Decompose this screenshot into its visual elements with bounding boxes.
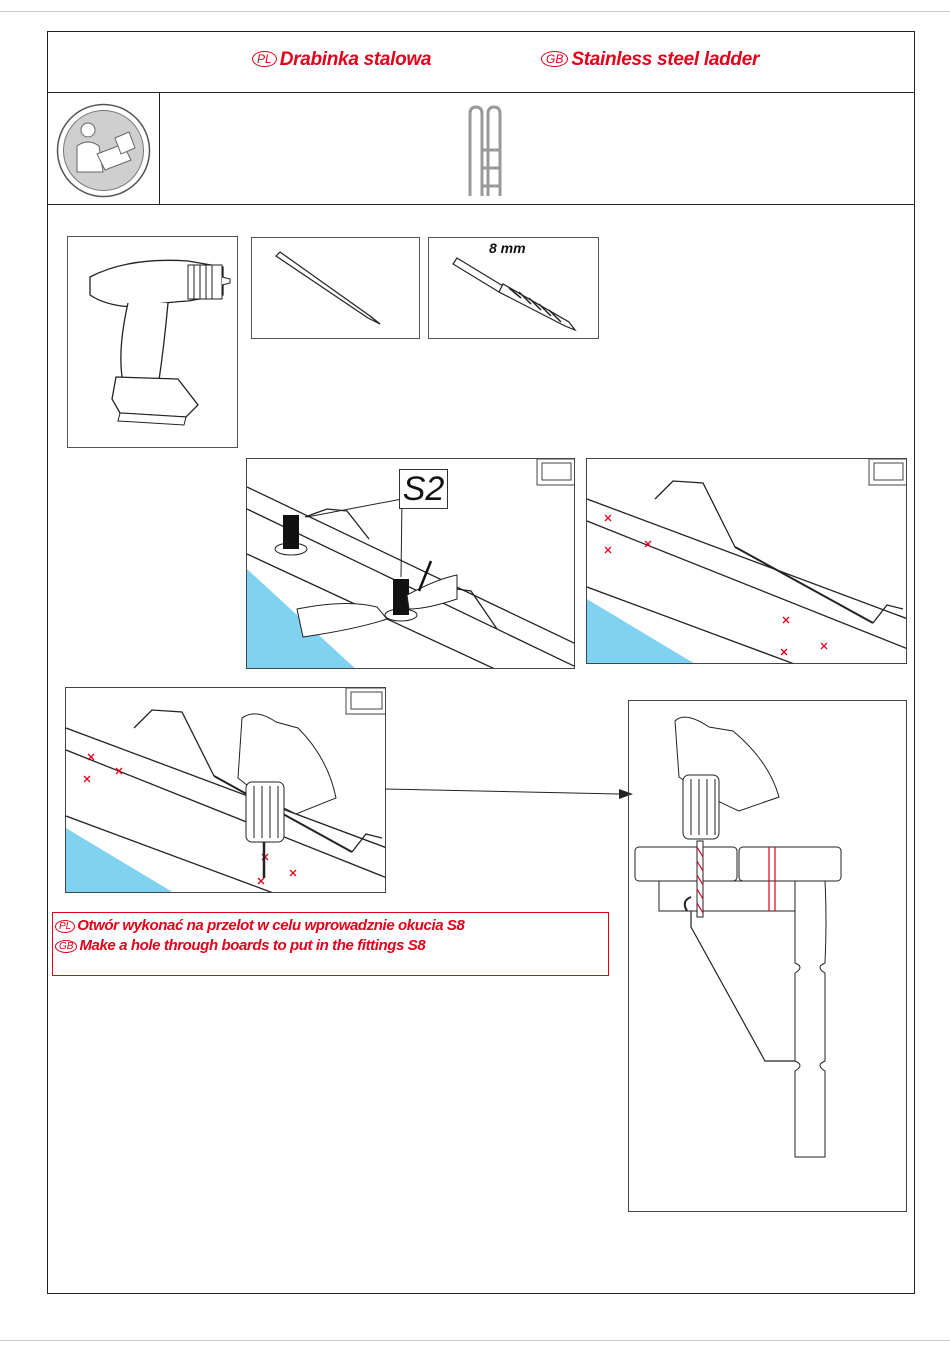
drill-bit-size-label: 8 mm [489,240,526,256]
title-pl [252,49,431,71]
instruction-pl [55,917,464,934]
instruction-gb [55,937,425,954]
subheader-divider [47,204,915,205]
cordless-drill-icon [68,237,238,448]
gb-title-text: Stainless steel ladder [571,49,760,70]
instruction-gb-text: Make a hole through boards to put in the fittings S8 [79,937,426,954]
detail-arrow [385,784,635,800]
title-gb [541,49,759,71]
drill-tool-box [67,236,238,448]
step-panel-marks [586,458,907,664]
header-divider [47,92,915,93]
page-top-rule [0,11,950,12]
pencil-icon [252,238,420,339]
pl-title-text: Drabinka stalowa [279,49,432,70]
step-marker-s2: S2 [399,469,448,509]
pencil-tool-box [251,237,420,339]
pl-badge: PL [252,51,277,67]
page-bottom-rule [0,1340,950,1341]
manual-cell-divider [159,92,160,204]
read-manual-icon [55,102,152,199]
step-panel-cross-section [628,700,907,1212]
gb-badge: GB [541,51,568,67]
instruction-gb-badge: GB [55,940,77,953]
ladder-icon [462,104,502,200]
instruction-pl-text: Otwór wykonać na przelot w celu wprowadznie okucia S8 [77,917,465,934]
step-panel-drilling [65,687,386,893]
instruction-pl-badge: PL [55,920,75,933]
